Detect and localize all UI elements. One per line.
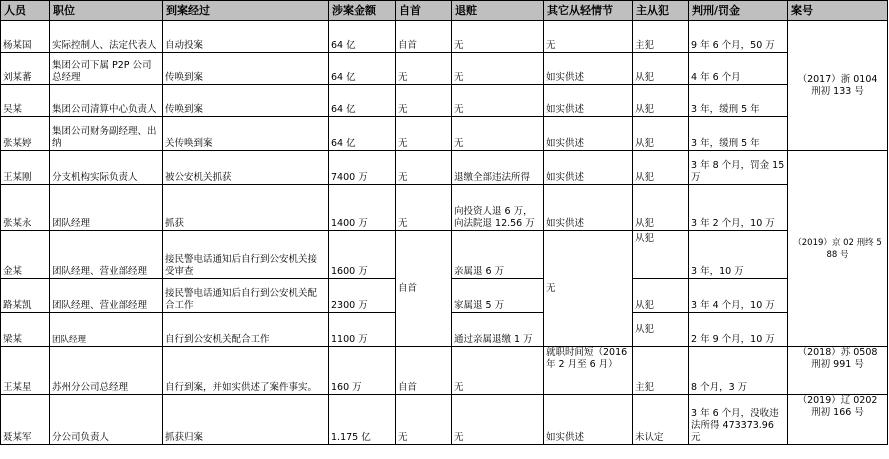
cell-surrender-group: 自首 xyxy=(396,231,452,347)
cell-arrival: 被公安机关抓获 xyxy=(163,151,329,185)
cell-other: 如实供述 xyxy=(544,53,633,85)
cell-name: 聂某军 xyxy=(1,395,50,445)
cell-role: 从犯 xyxy=(633,185,689,231)
cell-amount: 7400 万 xyxy=(329,151,396,185)
cell-role: 从犯 xyxy=(633,117,689,151)
cell-restitution: 退缴全部违法所得 xyxy=(452,151,544,185)
cell-arrival: 关传唤到案 xyxy=(163,117,329,151)
table-row xyxy=(1,21,888,53)
cell-case-number: （2019）辽 0202 刑初 166 号 xyxy=(788,395,888,445)
cell-restitution: 亲属退 6 万 xyxy=(452,231,544,279)
cell-arrival: 自动投案 xyxy=(163,21,329,53)
cell-role: 从犯 xyxy=(633,231,689,279)
cell-position: 集团公司清算中心负责人 xyxy=(50,85,163,117)
cell-position: 团队经理 xyxy=(50,185,163,231)
cell-arrival: 接民警电话通知后自行到公安机关接受审查 xyxy=(163,231,329,279)
cell-sentence: 8 个月，3 万 xyxy=(689,347,788,395)
cell-sentence: 3 年，10 万 xyxy=(689,231,788,279)
cell-amount: 64 亿 xyxy=(329,85,396,117)
cell-case-number: （2017）浙 0104 刑初 133 号 xyxy=(788,21,888,151)
cell-role: 从犯 xyxy=(633,279,689,313)
cell-amount: 1.175 亿 xyxy=(329,395,396,445)
cell-name: 路某凯 xyxy=(1,279,50,313)
cell-surrender: 无 xyxy=(396,117,452,151)
cell-position: 团队经理、营业部经理 xyxy=(50,231,163,279)
table-row xyxy=(1,85,888,117)
cell-case-number: （2019）京 02 刑终 588 号 xyxy=(788,151,888,347)
header-other: 其它从轻情节 xyxy=(544,1,633,21)
header-name: 人员 xyxy=(1,1,50,21)
cell-name: 金某 xyxy=(1,231,50,279)
cell-position: 集团公司财务副经理、出纳 xyxy=(50,117,163,151)
cell-amount: 1400 万 xyxy=(329,185,396,231)
cell-name: 王某星 xyxy=(1,347,50,395)
cell-arrival: 抓获归案 xyxy=(163,395,329,445)
cell-amount: 1100 万 xyxy=(329,313,396,347)
cell-restitution: 无 xyxy=(452,117,544,151)
cell-role: 主犯 xyxy=(633,21,689,53)
cell-other: 如实供述 xyxy=(544,395,633,445)
cell-arrival: 传唤到案 xyxy=(163,53,329,85)
cell-other-group: 无 xyxy=(544,231,633,347)
cell-amount: 64 亿 xyxy=(329,53,396,85)
table-row xyxy=(1,185,888,231)
cell-position: 分支机构实际负责人 xyxy=(50,151,163,185)
cell-amount: 64 亿 xyxy=(329,117,396,151)
cell-amount: 1600 万 xyxy=(329,231,396,279)
cell-arrival: 自行到公安机关配合工作 xyxy=(163,313,329,347)
cell-sentence: 4 年 6 个月 xyxy=(689,53,788,85)
cell-restitution: 无 xyxy=(452,347,544,395)
cell-other: 如实供述 xyxy=(544,185,633,231)
cell-position: 团队经理、营业部经理 xyxy=(50,279,163,313)
table-row xyxy=(1,117,888,151)
cell-other: 如实供述 xyxy=(544,117,633,151)
cell-restitution: 无 xyxy=(452,21,544,53)
cell-sentence: 3 年 8 个月，罚金 15 万 xyxy=(689,151,788,185)
cell-surrender: 自首 xyxy=(396,347,452,395)
cell-arrival: 接民警电话通知后自行到公安机关配合工作 xyxy=(163,279,329,313)
header-case: 案号 xyxy=(788,1,888,21)
cell-name: 梁某 xyxy=(1,313,50,347)
cell-position: 实际控制人、法定代表人 xyxy=(50,21,163,53)
table-row xyxy=(1,395,888,445)
header-restitution: 退赃 xyxy=(452,1,544,21)
cell-surrender: 无 xyxy=(396,185,452,231)
cell-restitution: 无 xyxy=(452,53,544,85)
cell-sentence: 3 年 6 个月，没收违法所得 473373.96 元 xyxy=(689,395,788,445)
table-row xyxy=(1,231,888,279)
header-arrival: 到案经过 xyxy=(163,1,329,21)
cell-sentence: 3 年 4 个月，10 万 xyxy=(689,279,788,313)
cell-position: 团队经理 xyxy=(50,313,163,347)
header-role: 主从犯 xyxy=(633,1,689,21)
table-row xyxy=(1,151,888,185)
cell-name: 张某婷 xyxy=(1,117,50,151)
cell-other: 如实供述 xyxy=(544,85,633,117)
cell-surrender: 无 xyxy=(396,53,452,85)
cell-sentence: 3 年，缓刑 5 年 xyxy=(689,85,788,117)
cell-role: 未认定 xyxy=(633,395,689,445)
cell-position: 苏州分公司总经理 xyxy=(50,347,163,395)
cell-role: 从犯 xyxy=(633,313,689,347)
cell-role: 从犯 xyxy=(633,53,689,85)
cell-position: 集团公司下属 P2P 公司总经理 xyxy=(50,53,163,85)
cell-restitution: 通过亲属退缴 1 万 xyxy=(452,313,544,347)
header-position: 职位 xyxy=(50,1,163,21)
cell-sentence: 2 年 9 个月，10 万 xyxy=(689,313,788,347)
cell-amount: 160 万 xyxy=(329,347,396,395)
cell-position: 分公司负责人 xyxy=(50,395,163,445)
cell-surrender: 无 xyxy=(396,151,452,185)
cell-name: 杨某国 xyxy=(1,21,50,53)
cell-name: 吴某 xyxy=(1,85,50,117)
table-row xyxy=(1,347,888,395)
cell-sentence: 9 年 6 个月，50 万 xyxy=(689,21,788,53)
cell-restitution: 向投资人退 6 万，向法院退 12.56 万 xyxy=(452,185,544,231)
cell-role: 从犯 xyxy=(633,85,689,117)
cell-sentence: 3 年，缓刑 5 年 xyxy=(689,117,788,151)
cell-case-number: （2018）苏 0508 刑初 991 号 xyxy=(788,347,888,395)
cell-restitution: 无 xyxy=(452,395,544,445)
cell-other: 无 xyxy=(544,21,633,53)
cell-restitution: 无 xyxy=(452,85,544,117)
cell-other: 就职时间短（2016 年 2 月至 6 月） xyxy=(544,347,633,395)
cell-surrender: 无 xyxy=(396,395,452,445)
cell-arrival: 抓获 xyxy=(163,185,329,231)
cell-role: 主犯 xyxy=(633,347,689,395)
cell-arrival: 传唤到案 xyxy=(163,85,329,117)
header-sentence: 判刑/罚金 xyxy=(689,1,788,21)
cell-arrival: 自行到案，并如实供述了案件事实。 xyxy=(163,347,329,395)
cell-amount: 2300 万 xyxy=(329,279,396,313)
header-surrender: 自首 xyxy=(396,1,452,21)
cell-restitution: 家属退 5 万 xyxy=(452,279,544,313)
cell-name: 刘某蕃 xyxy=(1,53,50,85)
cell-name: 王某刚 xyxy=(1,151,50,185)
cell-other: 如实供述 xyxy=(544,151,633,185)
table-row xyxy=(1,53,888,85)
header-amount: 涉案金额 xyxy=(329,1,396,21)
cell-amount: 64 亿 xyxy=(329,21,396,53)
cell-surrender: 无 xyxy=(396,85,452,117)
cell-surrender: 自首 xyxy=(396,21,452,53)
cell-role: 从犯 xyxy=(633,151,689,185)
cell-sentence: 3 年 2 个月，10 万 xyxy=(689,185,788,231)
cell-name: 张某永 xyxy=(1,185,50,231)
header-row xyxy=(1,1,888,21)
